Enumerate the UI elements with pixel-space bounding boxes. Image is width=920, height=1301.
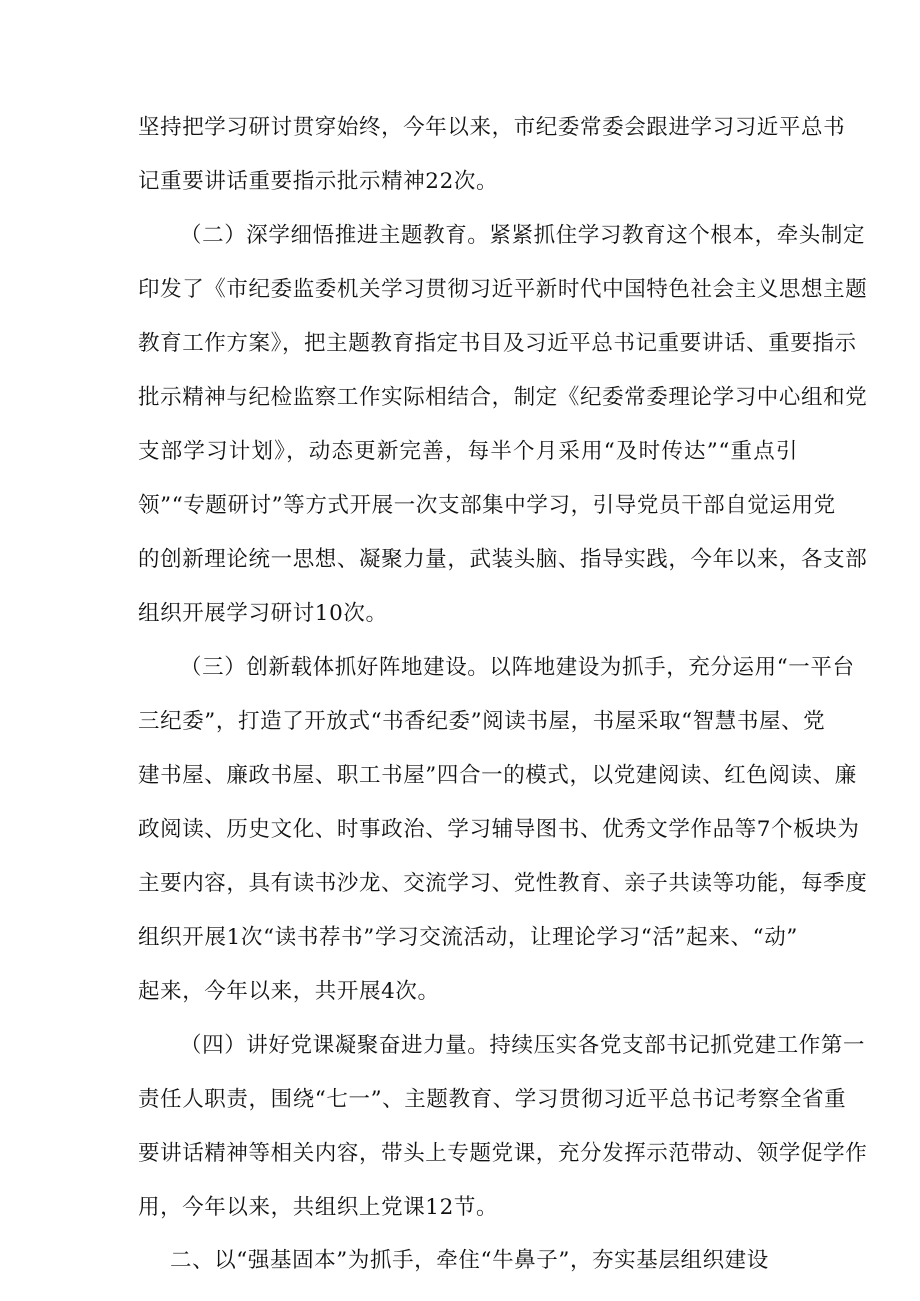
- paragraph-line: （三）创新载体抓好阵地建设。以阵地建设为抓手，充分运用“一平台: [180, 655, 855, 680]
- paragraph-line: 责任人职责，围绕“七一”、主题教育、学习贯彻习近平总书记考察全省重: [138, 1087, 847, 1112]
- paragraph-line: 坚持把学习研讨贯穿始终，今年以来，市纪委常委会跟进学习习近平总书: [138, 115, 846, 140]
- paragraph-line: （四）讲好党课凝聚奋进力量。持续压实各党支部书记抓党建工作第一: [180, 1033, 866, 1058]
- paragraph-line: 用，今年以来，共组织上党课12节。: [138, 1195, 499, 1220]
- paragraph-line: 批示精神与纪检监察工作实际相结合，制定《纪委常委理论学习中心组和党: [138, 385, 868, 410]
- paragraph-line: 记重要讲话重要指示批示精神22次。: [138, 169, 499, 194]
- paragraph-line: 印发了《市纪委监委机关学习贯彻习近平新时代中国特色社会主义思想主题: [138, 277, 868, 302]
- paragraph-line: 三纪委”，打造了开放式“书香纪委”阅读书屋，书屋采取“智慧书屋、党: [138, 709, 826, 734]
- section-heading: 二、以“强基固本”为抓手，牵住“牛鼻子”，夯实基层组织建设: [170, 1248, 769, 1273]
- paragraph-line: 领”“专题研讨”等方式开展一次支部集中学习，引导党员干部自觉运用党: [138, 493, 836, 518]
- paragraph-line: 建书屋、廉政书屋、职工书屋”四合一的模式，以党建阅读、红色阅读、廉: [138, 763, 857, 788]
- paragraph-line: 支部学习计划》，动态更新完善，每半个月采用“及时传达”“重点引: [138, 439, 798, 464]
- paragraph-line: （二）深学细悟推进主题教育。紧紧抓住学习教育这个根本，牵头制定: [180, 223, 866, 248]
- paragraph-line: 要讲话精神等相关内容，带头上专题党课，充分发挥示范带动、领学促学作: [138, 1141, 868, 1166]
- paragraph-line: 组织开展学习研讨10次。: [138, 601, 388, 626]
- paragraph-line: 的创新理论统一思想、凝聚力量，武装头脑、指导实践，今年以来，各支部: [138, 547, 868, 572]
- paragraph-line: 起来，今年以来，共开展4次。: [138, 979, 440, 1004]
- paragraph-line: 政阅读、历史文化、时事政治、学习辅导图书、优秀文学作品等7个板块为: [138, 817, 860, 842]
- paragraph-line: 组织开展1次“读书荐书”学习交流活动，让理论学习“活”起来、“动”: [138, 925, 798, 950]
- paragraph-line: 教育工作方案》，把主题教育指定书目及习近平总书记重要讲话、重要指示: [138, 331, 857, 356]
- paragraph-line: 主要内容，具有读书沙龙、交流学习、党性教育、亲子共读等功能，每季度: [138, 871, 868, 896]
